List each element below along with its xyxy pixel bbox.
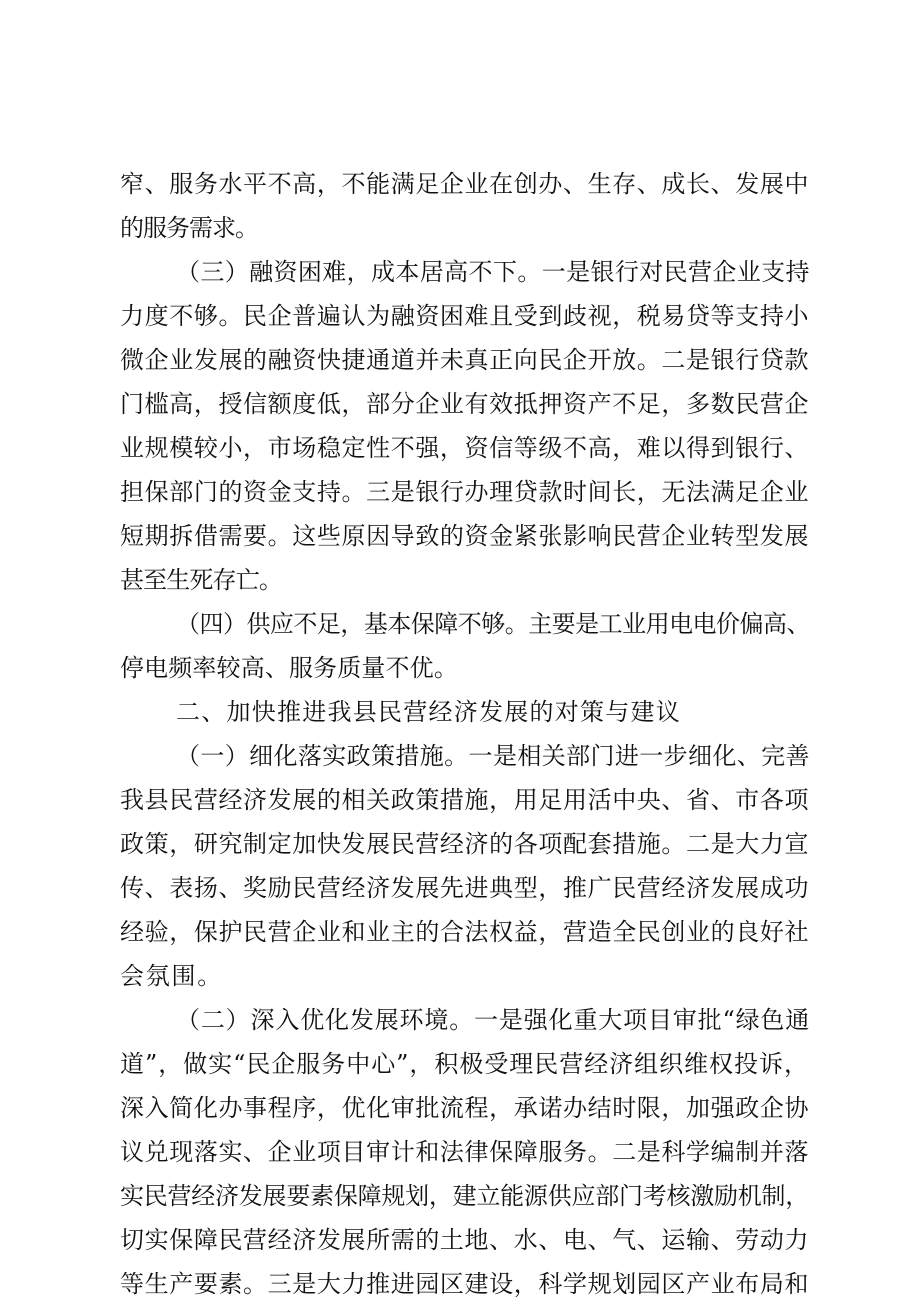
line-text: 经验，保护民营企业和业主的合法权益，营造全民创业的良好社	[120, 918, 810, 946]
line-text: 实民营经济发展要素保障规划，建立能源供应部门考核激励机制，	[120, 1182, 810, 1210]
text-line	[0, 736, 920, 776]
text-line	[0, 1220, 920, 1260]
text-line	[0, 956, 920, 996]
line-text: 力度不够。民企普遍认为融资困难且受到歧视，税易贷等支持小	[120, 302, 810, 330]
line-text: 甚至生死存亡。	[120, 566, 282, 594]
text-line	[0, 164, 920, 204]
line-text: 二、加快推进我县民营经济发展的对策与建议	[176, 698, 681, 726]
text-line	[0, 252, 920, 292]
text-line	[0, 912, 920, 952]
line-text: 道”，做实“民企服务中心”，积极受理民营经济组织维权投诉，	[120, 1050, 809, 1078]
text-line	[0, 560, 920, 600]
line-text: 窄、服务水平不高，不能满足企业在创办、生存、成长、发展中	[120, 170, 810, 198]
text-line	[0, 824, 920, 864]
line-text: 议兑现落实、企业项目审计和法律保障服务。二是科学编制并落	[120, 1138, 810, 1166]
line-text: （二）深入优化发展环境。一是强化重大项目审批“绿色通	[176, 1006, 811, 1034]
line-text: 短期拆借需要。这些原因导致的资金紧张影响民营企业转型发展	[120, 522, 810, 550]
text-line	[0, 868, 920, 908]
line-text: 传、表扬、奖励民营经济发展先进典型，推广民营经济发展成功	[120, 874, 810, 902]
line-text: 门槛高，授信额度低，部分企业有效抵押资产不足，多数民营企	[120, 390, 810, 418]
text-line	[0, 516, 920, 556]
line-text: 政策，研究制定加快发展民营经济的各项配套措施。二是大力宣	[120, 830, 810, 858]
line-text: （四）供应不足，基本保障不够。主要是工业用电电价偏高、	[176, 610, 810, 638]
text-line	[0, 296, 920, 336]
line-text: 微企业发展的融资快捷通道并未真正向民企开放。二是银行贷款	[120, 346, 810, 374]
text-line	[0, 1264, 920, 1304]
line-text: 我县民营经济发展的相关政策措施，用足用活中央、省、市各项	[120, 786, 810, 814]
line-text: 等生产要素。三是大力推进园区建设，科学规划园区产业布局和	[120, 1270, 810, 1298]
text-line	[0, 428, 920, 468]
line-text: 停电频率较高、服务质量不优。	[120, 654, 458, 682]
line-text: 担保部门的资金支持。三是银行办理贷款时间长，无法满足企业	[120, 478, 810, 506]
line-text: （三）融资困难，成本居高不下。一是银行对民营企业支持	[176, 258, 810, 286]
text-line	[0, 472, 920, 512]
text-line	[0, 780, 920, 820]
line-text: （一）细化落实政策措施。一是相关部门进一步细化、完善	[176, 742, 810, 770]
line-text: 切实保障民营经济发展所需的土地、水、电、气、运输、劳动力	[120, 1226, 810, 1254]
text-line	[0, 208, 920, 248]
line-text: 深入简化办事程序，优化审批流程，承诺办结时限，加强政企协	[120, 1094, 810, 1122]
text-line	[0, 1044, 920, 1084]
text-line	[0, 1088, 920, 1128]
text-line	[0, 604, 920, 644]
text-line	[0, 340, 920, 380]
text-line	[0, 1000, 920, 1040]
text-line	[0, 648, 920, 688]
line-text: 业规模较小，市场稳定性不强，资信等级不高，难以得到银行、	[120, 434, 810, 462]
text-line	[0, 1132, 920, 1172]
line-text: 会氛围。	[120, 962, 223, 990]
section-heading	[0, 692, 920, 732]
text-line	[0, 384, 920, 424]
text-line	[0, 1176, 920, 1216]
line-text: 的服务需求。	[120, 214, 258, 242]
